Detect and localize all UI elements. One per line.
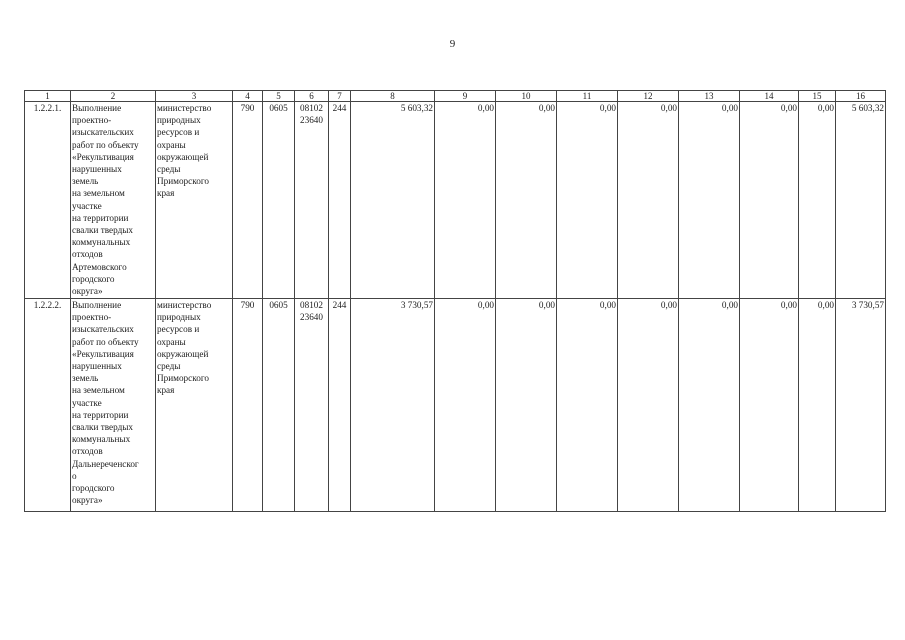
budget-table xyxy=(24,90,886,512)
col-header-12: 12 xyxy=(618,91,679,102)
cell-c15: 0,00 xyxy=(799,299,836,512)
cell-c4: 790 xyxy=(233,299,263,512)
cell-c11: 0,00 xyxy=(557,102,618,299)
row-executor: министерство природных ресурсов и охраны окружающей среды Приморского края xyxy=(156,102,233,299)
cell-c9: 0,00 xyxy=(435,299,496,512)
col-header-9: 9 xyxy=(435,91,496,102)
cell-c13: 0,00 xyxy=(679,299,740,512)
col-header-16: 16 xyxy=(836,91,886,102)
col-header-3: 3 xyxy=(156,91,233,102)
col-header-11: 11 xyxy=(557,91,618,102)
cell-c14: 0,00 xyxy=(740,102,799,299)
row-executor: министерство природных ресурсов и охраны окружающей среды Приморского края xyxy=(156,299,233,512)
col-header-13: 13 xyxy=(679,91,740,102)
header-row xyxy=(25,91,886,102)
cell-c11: 0,00 xyxy=(557,299,618,512)
row-description: Выполнение проектно- изыскательских работ по объекту «Рекультивация нарушенных земель на земельном участке на территории свалки твердых коммунальных отходов Дальнереченског о городского округа» xyxy=(71,299,156,512)
cell-c12: 0,00 xyxy=(618,299,679,512)
cell-c10: 0,00 xyxy=(496,299,557,512)
row-id: 1.2.2.1. xyxy=(25,102,71,299)
cell-c5: 0605 xyxy=(263,102,295,299)
cell-c8: 3 730,57 xyxy=(351,299,435,512)
col-header-4: 4 xyxy=(233,91,263,102)
col-header-5: 5 xyxy=(263,91,295,102)
cell-c7: 244 xyxy=(329,102,351,299)
col-header-14: 14 xyxy=(740,91,799,102)
cell-c16: 3 730,57 xyxy=(836,299,886,512)
col-header-6: 6 xyxy=(295,91,329,102)
cell-c5: 0605 xyxy=(263,299,295,512)
cell-c10: 0,00 xyxy=(496,102,557,299)
table-row xyxy=(25,102,886,299)
cell-c8: 5 603,32 xyxy=(351,102,435,299)
cell-c12: 0,00 xyxy=(618,102,679,299)
cell-c6: 08102 23640 xyxy=(295,102,329,299)
cell-c15: 0,00 xyxy=(799,102,836,299)
cell-c6: 08102 23640 xyxy=(295,299,329,512)
cell-c4: 790 xyxy=(233,102,263,299)
col-header-2: 2 xyxy=(71,91,156,102)
cell-c7: 244 xyxy=(329,299,351,512)
cell-c16: 5 603,32 xyxy=(836,102,886,299)
cell-c9: 0,00 xyxy=(435,102,496,299)
page-number: 9 xyxy=(449,38,456,50)
col-header-8: 8 xyxy=(351,91,435,102)
row-description: Выполнение проектно- изыскательских работ по объекту «Рекультивация нарушенных земель на земельном участке на территории свалки твердых коммунальных отходов Артемовского городского округа» xyxy=(71,102,156,299)
cell-c13: 0,00 xyxy=(679,102,740,299)
table-row xyxy=(25,299,886,512)
row-id: 1.2.2.2. xyxy=(25,299,71,512)
col-header-15: 15 xyxy=(799,91,836,102)
col-header-1: 1 xyxy=(25,91,71,102)
cell-c14: 0,00 xyxy=(740,299,799,512)
col-header-10: 10 xyxy=(496,91,557,102)
col-header-7: 7 xyxy=(329,91,351,102)
